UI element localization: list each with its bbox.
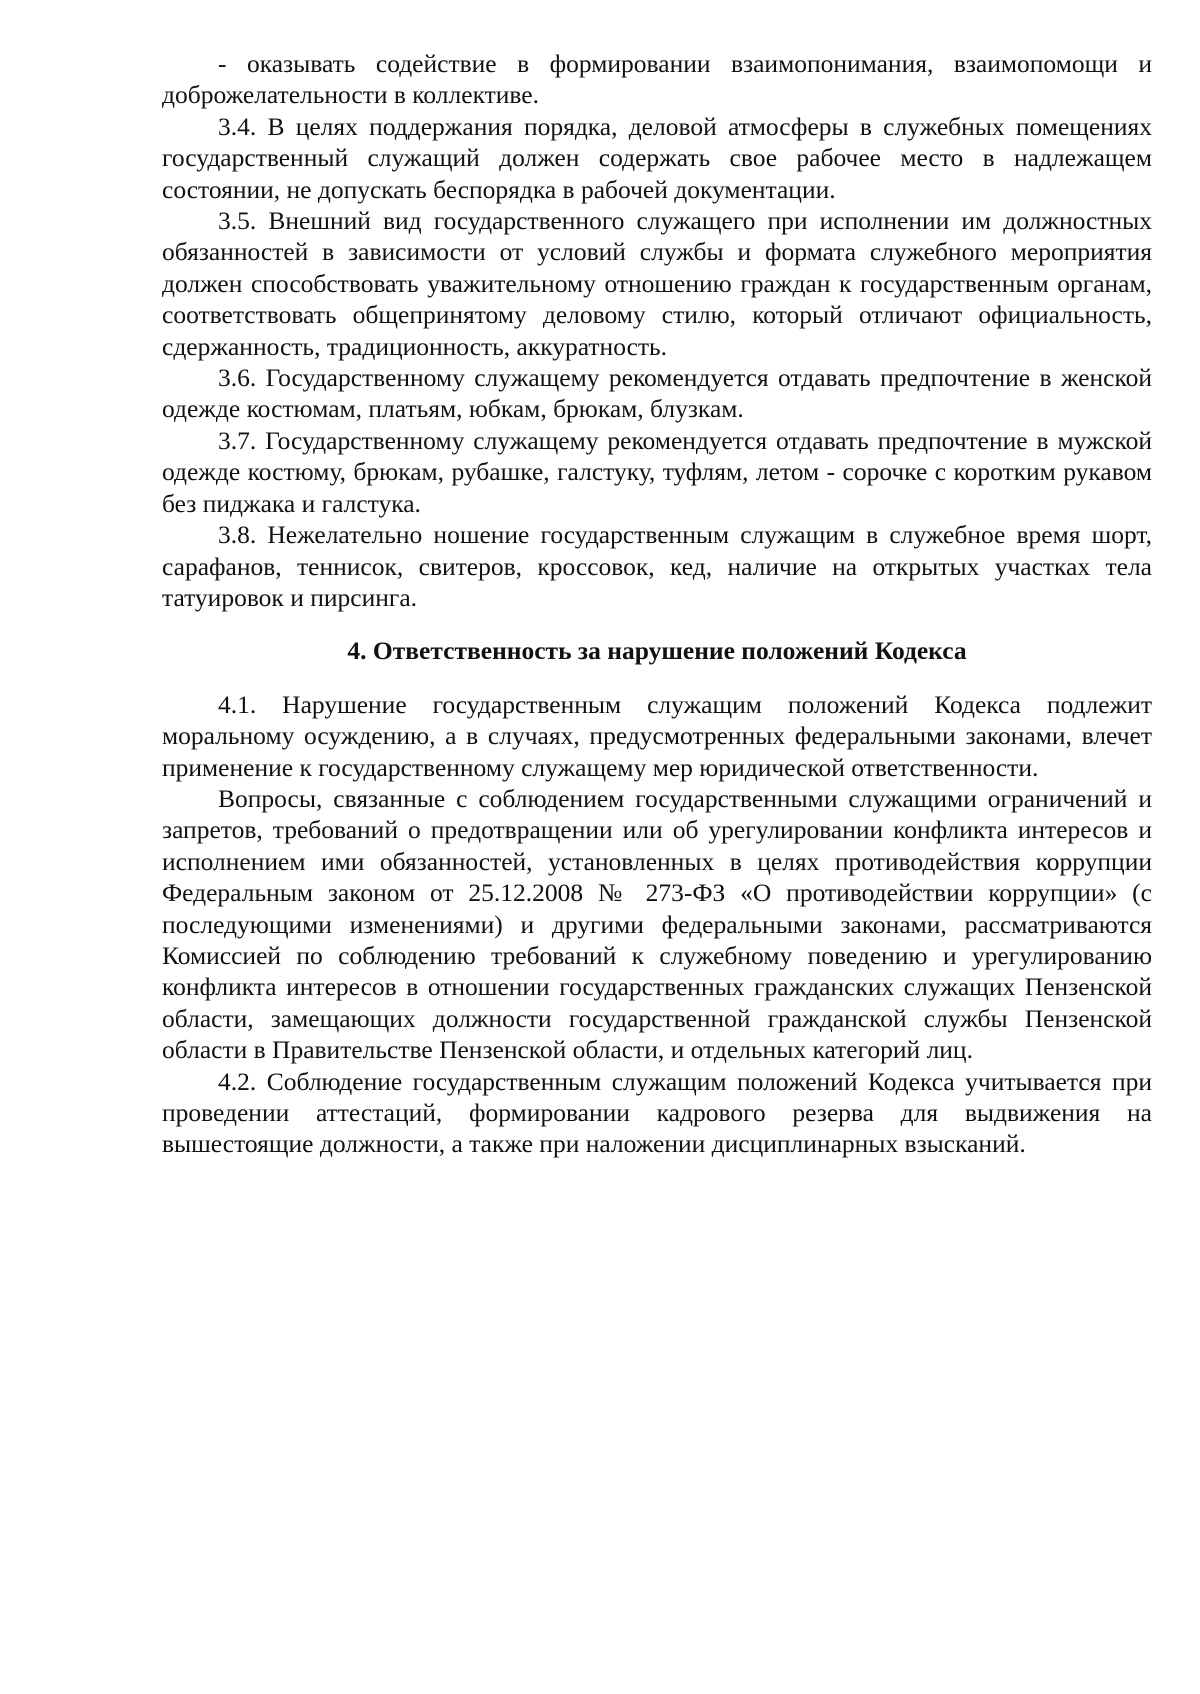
paragraph-3-4: 3.4. В целях поддержания порядка, деловой атмосферы в служебных помещениях государственный служащий должен содержать свое рабочее место в надлежащем состоянии, не допускать беспорядка в рабочей документации. xyxy=(162,111,1152,204)
paragraph-questions: Вопросы, связанные с соблюдением государственными служащими ограничений и запретов, требований о предотвращении или об урегулировании конфликта интересов и исполнением ими обязанностей, установленных в целях противодействия коррупции Федеральным законом от 25.12.2008 № 273-ФЗ «О противодействии коррупции» (с последующими изменениями) и другими федеральными законами, рассматриваются Комиссией по соблюдению требований к служебному поведению и урегулированию конфликта интересов в отношении государственных гражданских служащих Пензенской области, замещающих должности государственной гражданской службы Пензенской области в Правительстве Пензенской области, и отдельных категорий лиц. xyxy=(162,783,1152,1065)
paragraph-intro: - оказывать содействие в формировании взаимопонимания, взаимопомощи и доброжелательности в коллективе. xyxy=(162,49,1152,110)
section-4-heading: 4. Ответственность за нарушение положений Кодекса xyxy=(347,636,967,666)
paragraph-4-1: 4.1. Нарушение государственным служащим положений Кодекса подлежит моральному осуждению, а в случаях, предусмотренных федеральными законами, влечет применение к государственному служащему мер юридической ответственности. xyxy=(162,689,1152,782)
paragraph-4-2: 4.2. Соблюдение государственным служащим положений Кодекса учитывается при проведении аттестаций, формировании кадрового резерва для выдвижения на вышестоящие должности, а также при наложении дисциплинарных взысканий. xyxy=(162,1066,1152,1159)
paragraph-3-7: 3.7. Государственному служащему рекомендуется отдавать предпочтение в мужской одежде костюму, брюкам, рубашке, галстуку, туфлям, летом - сорочке с коротким рукавом без пиджака и галстука. xyxy=(162,425,1152,518)
paragraph-3-5: 3.5. Внешний вид государственного служащего при исполнении им должностных обязанностей в зависимости от условий службы и формата служебного мероприятия должен способствовать уважительному отношению граждан к государственным органам, соответствовать общепринятому деловому стилю, который отличают официальность, сдержанность, традиционность, аккуратность. xyxy=(162,206,1152,361)
paragraph-3-6: 3.6. Государственному служащему рекомендуется отдавать предпочтение в женской одежде костюмам, платьям, юбкам, брюкам, блузкам. xyxy=(162,363,1152,424)
paragraph-3-8: 3.8. Нежелательно ношение государственным служащим в служебное время шорт, сарафанов, теннисок, свитеров, кроссовок, кед, наличие на открытых участках тела татуировок и пирсинга. xyxy=(162,520,1152,612)
document-page xyxy=(162,48,1152,1160)
